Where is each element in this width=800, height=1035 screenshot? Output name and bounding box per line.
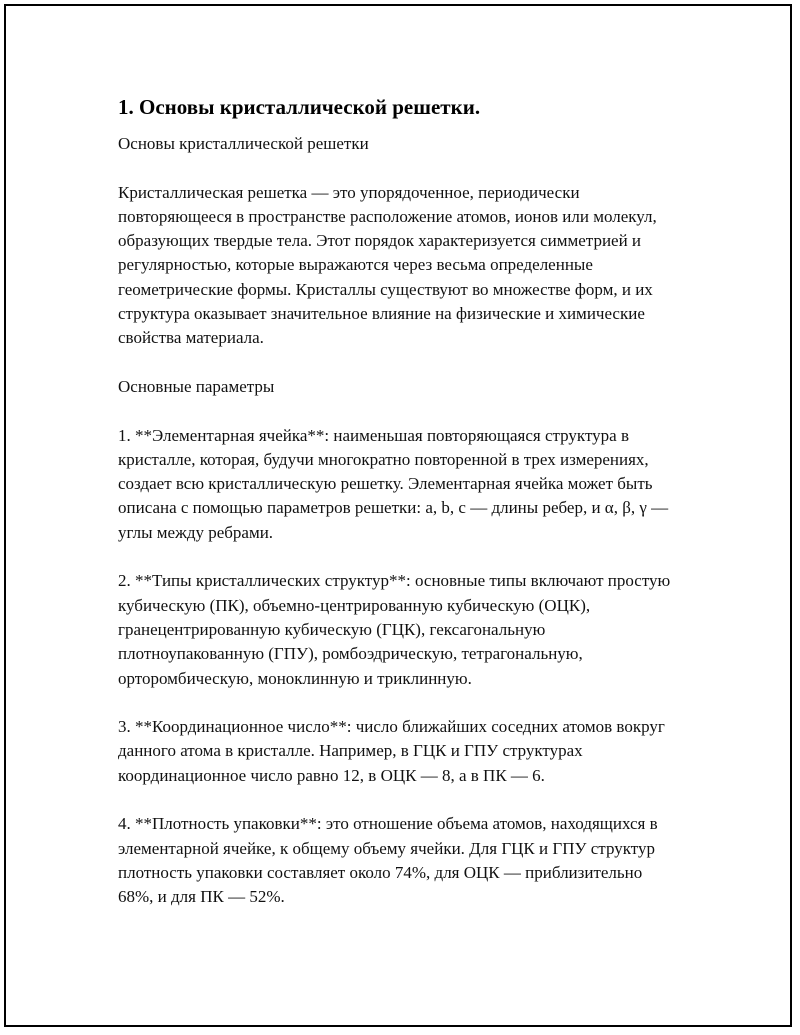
- section-heading-parameters: Основные параметры: [118, 376, 275, 396]
- intro-paragraph: Кристаллическая решетка — это упорядоченное, периодически повторяющееся в пространстве расположение атомов, ионов или молекул, образующих твердые тела. Этот порядок характеризуется симметрией и регулярностью, которые выражаются через весьма определенные геометрические формы. Кристаллы существуют во множестве форм, и их структура оказывает значительное влияние на физические и химические свойства материала.: [118, 182, 657, 348]
- list-item-unit-cell: 1. **Элементарная ячейка**: наименьшая повторяющаяся структура в кристалле, которая, будучи многократно повторенной в трех измерениях, создает всю кристаллическую решетку. Элементарная ячейка может быть описана с помощью параметров решетки: a, b, c — длины ребер, и α, β, γ — углы между ребрами.: [118, 425, 669, 542]
- subtitle-paragraph: Основы кристаллической решетки: [118, 134, 369, 153]
- document-body: [118, 94, 678, 934]
- document-title: 1. Основы кристаллической решетки.: [118, 95, 481, 119]
- list-item-packing-density: 4. **Плотность упаковки**: это отношение объема атомов, находящихся в элементарной ячейке, к общему объему ячейки. Для ГЦК и ГПУ структур плотность упаковки составляет около 74%, для ОЦК — приблизительно 68%, и для ПК — 52%.: [118, 814, 658, 907]
- list-item-structure-types: 2. **Типы кристаллических структур**: основные типы включают простую кубическую (ПК), объемно-центрированную кубическую (ОЦК), гранецентрированную кубическую (ГЦК), гексагональную плотноупакованную (ГПУ), ромбоэдрическую, тетрагональную, орторомбическую, моноклинную и триклинную.: [118, 571, 671, 688]
- list-item-coordination-number: 3. **Координационное число**: число ближайших соседних атомов вокруг данного атома в кристалле. Например, в ГЦК и ГПУ структурах координационное число равно 12, в ОЦК — 8, а в ПК — 6.: [118, 717, 665, 785]
